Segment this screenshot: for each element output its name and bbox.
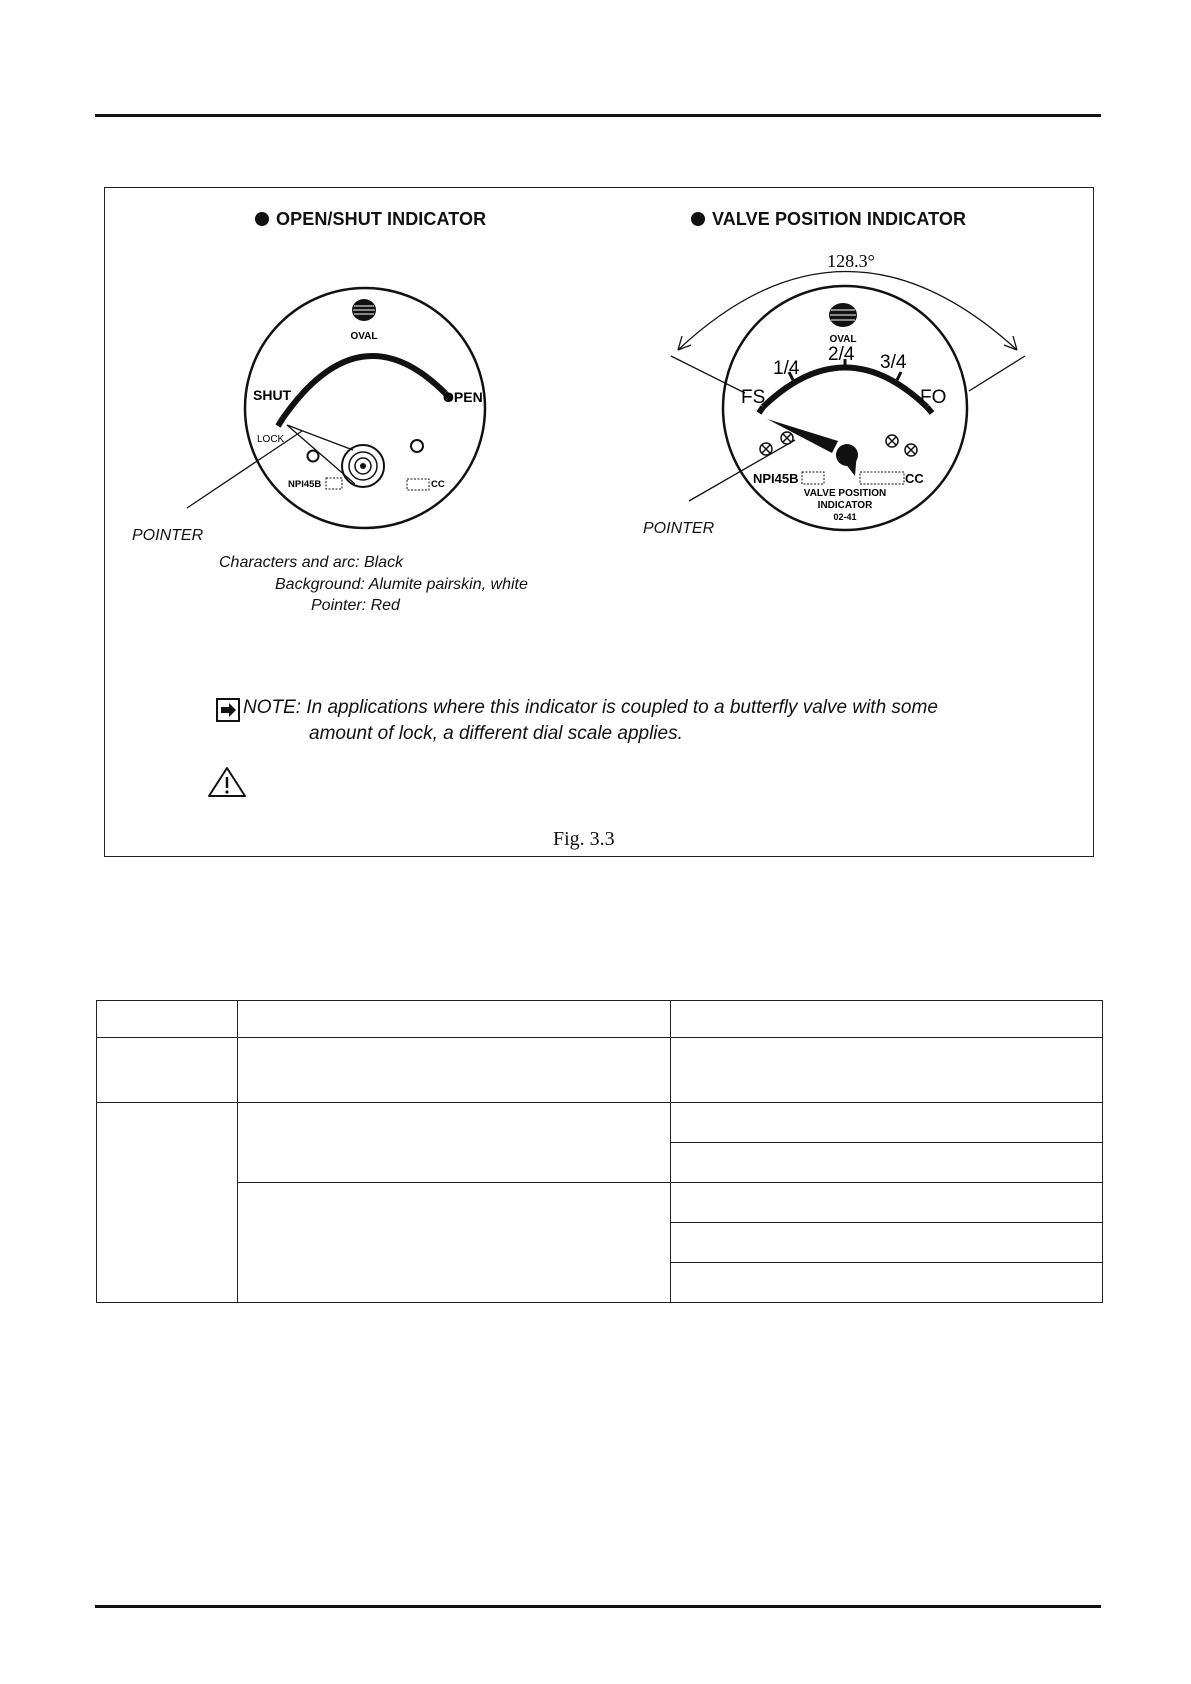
left-pointer-label: POINTER [132,527,204,544]
shut-label: SHUT [253,387,292,403]
right-pointer [767,419,838,453]
left-cc-label: CC [431,479,445,490]
valve-position-heading [691,209,966,230]
legend-characters: Characters and arc: Black [219,554,404,571]
table-cell [238,1103,671,1183]
top-rule [95,114,1101,117]
empty-table [96,1000,1103,1303]
figure-box [104,187,1094,857]
figure-caption: Fig. 3.3 [553,828,615,850]
scale-fs: FS [741,387,766,408]
note-line2: amount of lock, a different dial scale applies. [309,723,683,744]
open-shut-dial [187,288,485,528]
table-cell [238,1038,671,1103]
legend-pointer: Pointer: Red [311,597,400,614]
angle-label: 128.3° [827,251,875,271]
table-cell [671,1143,1103,1183]
left-oval-logo-icon [352,299,376,321]
table-row [97,1001,1103,1038]
lock-label: LOCK [257,434,285,445]
table-cell [238,1001,671,1038]
left-dial-rim [245,288,485,528]
right-oval-logo-icon [829,303,857,327]
right-pointer-label: POINTER [643,520,715,537]
warning-triangle-icon [209,768,245,796]
scale-2-4: 2/4 [828,344,855,365]
left-hole-2 [411,440,423,452]
table-row [97,1103,1103,1143]
figure-drawing [105,188,1095,858]
open-shut-heading [255,209,486,230]
table-cell [97,1001,238,1038]
table-cell [671,1103,1103,1143]
note-text-line1: In applications where this indicator is coupled to a butterfly valve with some [306,697,938,718]
note-prefix: NOTE: [243,697,302,718]
bullet-icon [255,212,269,226]
note-line1 [243,697,938,719]
table-cell [671,1038,1103,1103]
note-arrow-icon [217,699,239,721]
left-brand: OVAL [350,331,378,342]
table-cell [671,1183,1103,1223]
left-model-label: NPI45B [288,479,322,490]
open-label: OPEN [443,389,483,405]
valve-position-dial [671,251,1025,530]
right-brand: OVAL [829,334,857,345]
right-model-label: NPI45B [753,471,799,486]
plate-line1: VALVE POSITION [803,488,887,499]
plate-line3: 02-41 [833,512,857,522]
valve-position-heading-text: VALVE POSITION INDICATOR [712,209,967,229]
open-shut-heading-text: OPEN/SHUT INDICATOR [276,209,487,229]
table-row [97,1183,1103,1223]
table-cell [238,1183,671,1303]
scale-3-4: 3/4 [880,352,907,373]
table-row [97,1038,1103,1103]
bottom-rule [95,1605,1101,1608]
table-cell [97,1038,238,1103]
table-cell [671,1263,1103,1303]
bullet-icon [691,212,705,226]
left-scale-arc [283,356,445,418]
table-cell [671,1001,1103,1038]
scale-fo: FO [920,387,947,408]
plate-line2: INDICATOR [817,500,873,511]
table-cell [671,1223,1103,1263]
left-hole-1 [308,451,319,462]
right-cc-label: CC [905,471,924,486]
scale-1-4: 1/4 [773,358,800,379]
legend-background: Background: Alumite pairskin, white [275,576,528,593]
table-cell [97,1103,238,1303]
